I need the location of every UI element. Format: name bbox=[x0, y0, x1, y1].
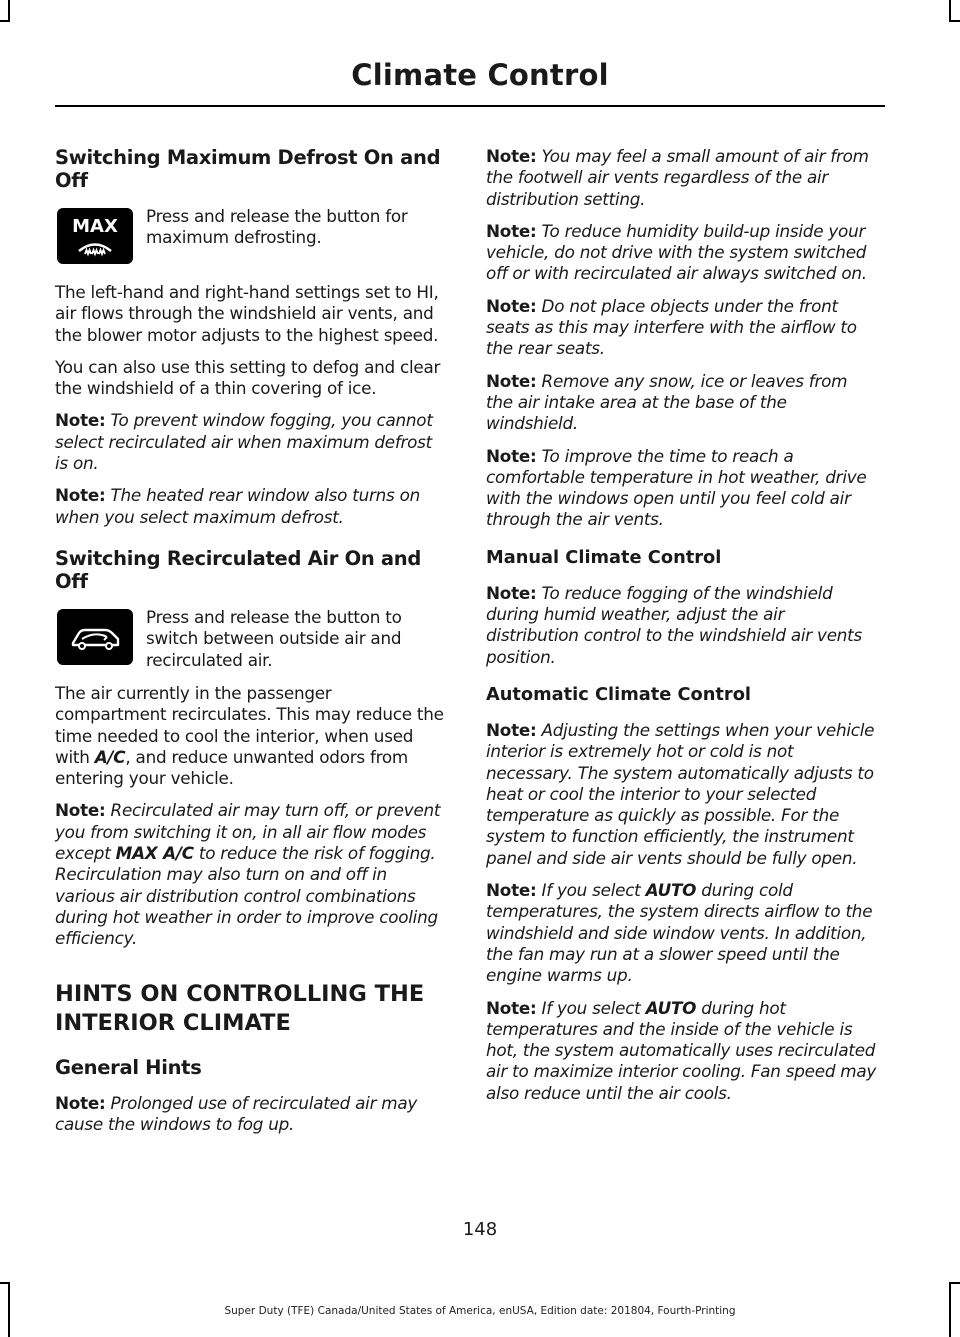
general-hints-heading: General Hints bbox=[55, 1055, 202, 1079]
recirc-instruction bbox=[55, 607, 447, 672]
auto-label: AUTO bbox=[645, 880, 697, 901]
recirc-icon-text: Press and release the button to switch between outside air and recirculated air. bbox=[146, 606, 402, 670]
max-icon-label: MAX bbox=[72, 216, 118, 237]
note-text: You may feel a small amount of air from the footwell air vents regardless of the air distribution setting. bbox=[486, 146, 869, 209]
note-label: Note: bbox=[55, 800, 106, 821]
note-text: Do not place objects under the front seats as this may interfere with the airflow to the rear seats. bbox=[486, 295, 857, 359]
crop-mark bbox=[949, 20, 960, 22]
hints-heading bbox=[55, 980, 447, 1038]
text-run: , and reduce unwanted odors from entering your vehicle. bbox=[55, 746, 408, 789]
note-label: Note: bbox=[486, 445, 537, 466]
max-defrost-icon-text: Press and release the button for maximum defrosting. bbox=[146, 206, 408, 248]
automatic-note-2 bbox=[486, 880, 878, 986]
note-label: Note: bbox=[486, 880, 537, 901]
text-run: The air currently in the passenger compartment recirculates. This may reduce the time needed to cool the interior, when used with bbox=[55, 682, 444, 767]
max-defrost-paragraph-1: The left-hand and right-hand settings set to HI, air flows through the windshield air vents, and the blower motor adjusts to the highest speed. bbox=[55, 282, 439, 345]
edition-footer: Super Duty (TFE) Canada/United States of America, enUSA, Edition date: 201804, Fourth-Printing bbox=[224, 1305, 736, 1317]
crop-mark bbox=[949, 0, 951, 22]
note-text: To reduce fogging of the windshield during humid weather, adjust the air distribution control to the windshield air vents position. bbox=[486, 582, 862, 667]
note-text: during hot temperatures and the inside of the vehicle is hot, the system automatically uses recirculated air to maximize interior cooling. Fan speed may also reduce until the air cools. bbox=[486, 997, 877, 1103]
note-label: Note: bbox=[486, 146, 537, 166]
crop-mark bbox=[0, 20, 10, 22]
crop-mark bbox=[8, 0, 10, 22]
note-text: during cold temperatures, the system directs airflow to the windshield and side window vents. In addition, the fan may run at a slower speed until the engine warms up. bbox=[486, 880, 873, 986]
auto-label: AUTO bbox=[645, 997, 697, 1018]
note-label: Note: bbox=[486, 997, 537, 1018]
note-label: Note: bbox=[486, 295, 537, 316]
general-hints-note bbox=[55, 1093, 447, 1136]
recirculated-air-icon bbox=[57, 609, 133, 665]
note-label: Note: bbox=[55, 1092, 106, 1113]
note-label: Note: bbox=[55, 410, 106, 431]
recirc-heading: Switching Recirculated Air On and Off bbox=[55, 546, 422, 593]
manual-climate-heading: Manual Climate Control bbox=[486, 546, 722, 568]
ac-label: A/C bbox=[94, 746, 126, 767]
page-number: 148 bbox=[462, 1219, 498, 1240]
note-text: Recirculated air may turn off, or prevent you from switching it on, in all air flow modes except bbox=[55, 800, 441, 864]
note-label: Note: bbox=[486, 220, 537, 241]
note-text: To reduce humidity build-up inside your vehicle, do not drive with the system switched off or with recirculated air always switched on. bbox=[486, 220, 867, 284]
recirc-paragraph bbox=[55, 683, 447, 789]
general-note-3 bbox=[486, 296, 878, 360]
max-defrost-note-1 bbox=[55, 410, 447, 474]
note-text: Prolonged use of recirculated air may cause the windows to fog up. bbox=[55, 1092, 418, 1134]
hints-heading-line-1: HINTS ON CONTROLLING THE bbox=[55, 980, 425, 1007]
general-note-1 bbox=[486, 146, 878, 210]
manual-climate-note bbox=[486, 583, 878, 668]
crop-mark bbox=[949, 1282, 960, 1284]
max-ac-label: MAX A/C bbox=[115, 843, 194, 864]
right-column bbox=[486, 146, 878, 1115]
note-text: Remove any snow, ice or leaves from the air intake area at the base of the windshield. bbox=[486, 370, 848, 434]
note-text: to reduce the risk of fogging. Recirculation may also turn on and off in various air distribution control combinations during hot weather in order to improve cooling efficiency. bbox=[55, 843, 438, 949]
general-note-2 bbox=[486, 221, 878, 285]
max-defrost-heading: Switching Maximum Defrost On and Off bbox=[55, 146, 441, 192]
automatic-note-1 bbox=[486, 720, 878, 869]
note-text: To prevent window fogging, you cannot select recirculated air when maximum defrost is on. bbox=[55, 410, 433, 474]
note-label: Note: bbox=[55, 485, 106, 506]
header-rule bbox=[55, 105, 885, 107]
max-defrost-paragraph-2: You can also use this setting to defog and clear the windshield of a thin covering of ice. bbox=[55, 356, 441, 399]
general-note-5 bbox=[486, 446, 878, 531]
note-label: Note: bbox=[486, 719, 537, 740]
note-label: Note: bbox=[486, 582, 537, 603]
hints-heading-line-2: INTERIOR CLIMATE bbox=[55, 1009, 291, 1036]
crop-mark bbox=[0, 1282, 10, 1284]
note-text: The heated rear window also turns on when you select maximum defrost. bbox=[55, 485, 420, 527]
note-label: Note: bbox=[486, 370, 537, 391]
automatic-climate-heading: Automatic Climate Control bbox=[486, 683, 752, 705]
automatic-note-3 bbox=[486, 998, 878, 1104]
note-text: Adjusting the settings when your vehicle interior is extremely hot or cold is not necessary. The system automatically adjusts to heat or cool the interior to your selected temperature as quickly as possible. For the system to function efficiently, the instrument panel and side air vents should be fully open. bbox=[486, 719, 875, 868]
max-defrost-icon bbox=[57, 208, 133, 264]
note-text: If you select bbox=[541, 997, 646, 1018]
note-text: To improve the time to reach a comfortable temperature in hot weather, drive with the windows open until you feel cold air through the air vents. bbox=[486, 445, 867, 530]
page-title: Climate Control bbox=[351, 58, 609, 92]
max-defrost-note-2 bbox=[55, 485, 447, 528]
left-column bbox=[55, 146, 447, 1146]
max-defrost-instruction bbox=[55, 206, 447, 271]
general-note-4 bbox=[486, 371, 878, 435]
note-text: If you select bbox=[541, 880, 646, 901]
recirc-note bbox=[55, 800, 447, 949]
